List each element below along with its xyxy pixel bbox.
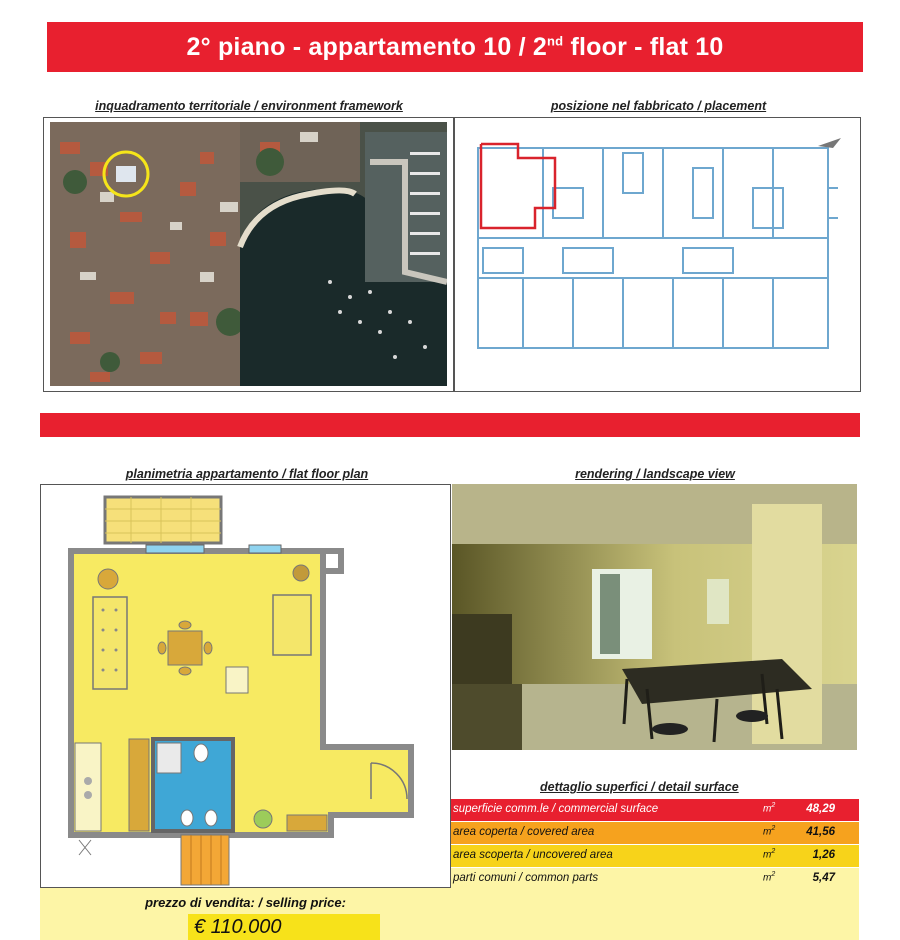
surface-value: 1,26: [812, 849, 835, 861]
caption-rendering: rendering / landscape view: [575, 467, 735, 481]
surface-row-commercial: [451, 799, 859, 821]
surface-unit: $m^2$: [763, 802, 776, 815]
price-value: € 110.000: [188, 914, 380, 940]
surface-label: area scoperta / uncovered area: [453, 849, 613, 861]
satellite-map-image: [50, 122, 447, 386]
surface-label: area coperta / covered area: [453, 826, 595, 838]
caption-placement: posizione nel fabbricato / placement: [550, 99, 767, 113]
rendering-image: [452, 484, 857, 750]
floor-plan-image: [41, 485, 450, 888]
price-label: prezzo di vendita: / selling price:: [145, 895, 346, 910]
surface-label: parti comuni / common parts: [453, 872, 599, 884]
surface-value: 41,56: [806, 826, 835, 838]
surface-value: 48,29: [806, 803, 835, 815]
price-box: [40, 887, 451, 940]
caption-environment: inquadramento territoriale / environment framework: [95, 99, 403, 113]
surface-row-common: [451, 868, 859, 940]
rendering-panel: [452, 484, 860, 752]
surface-details-title: dettaglio superfici / detail surface: [540, 780, 739, 794]
surface-value: 5,47: [812, 872, 835, 884]
building-plan-image: [463, 128, 853, 383]
section-divider: [40, 413, 860, 437]
surface-row-uncovered: [451, 845, 859, 867]
surface-label: superficie comm.le / commercial surface: [453, 803, 659, 815]
caption-floor-plan: planimetria appartamento / flat floor plan: [125, 467, 369, 481]
environment-panel: [43, 117, 454, 392]
placement-panel: [454, 117, 861, 392]
title-banner: [47, 22, 863, 72]
surface-row-covered: [451, 822, 859, 844]
surface-unit: $m^2$: [763, 871, 776, 884]
surface-unit: $m^2$: [763, 825, 776, 838]
floor-plan-panel: [40, 484, 451, 939]
page-title: 2° piano - appartamento 10 / 2nd floor - flat 10: [186, 32, 724, 61]
surface-unit: $m^2$: [763, 848, 776, 861]
